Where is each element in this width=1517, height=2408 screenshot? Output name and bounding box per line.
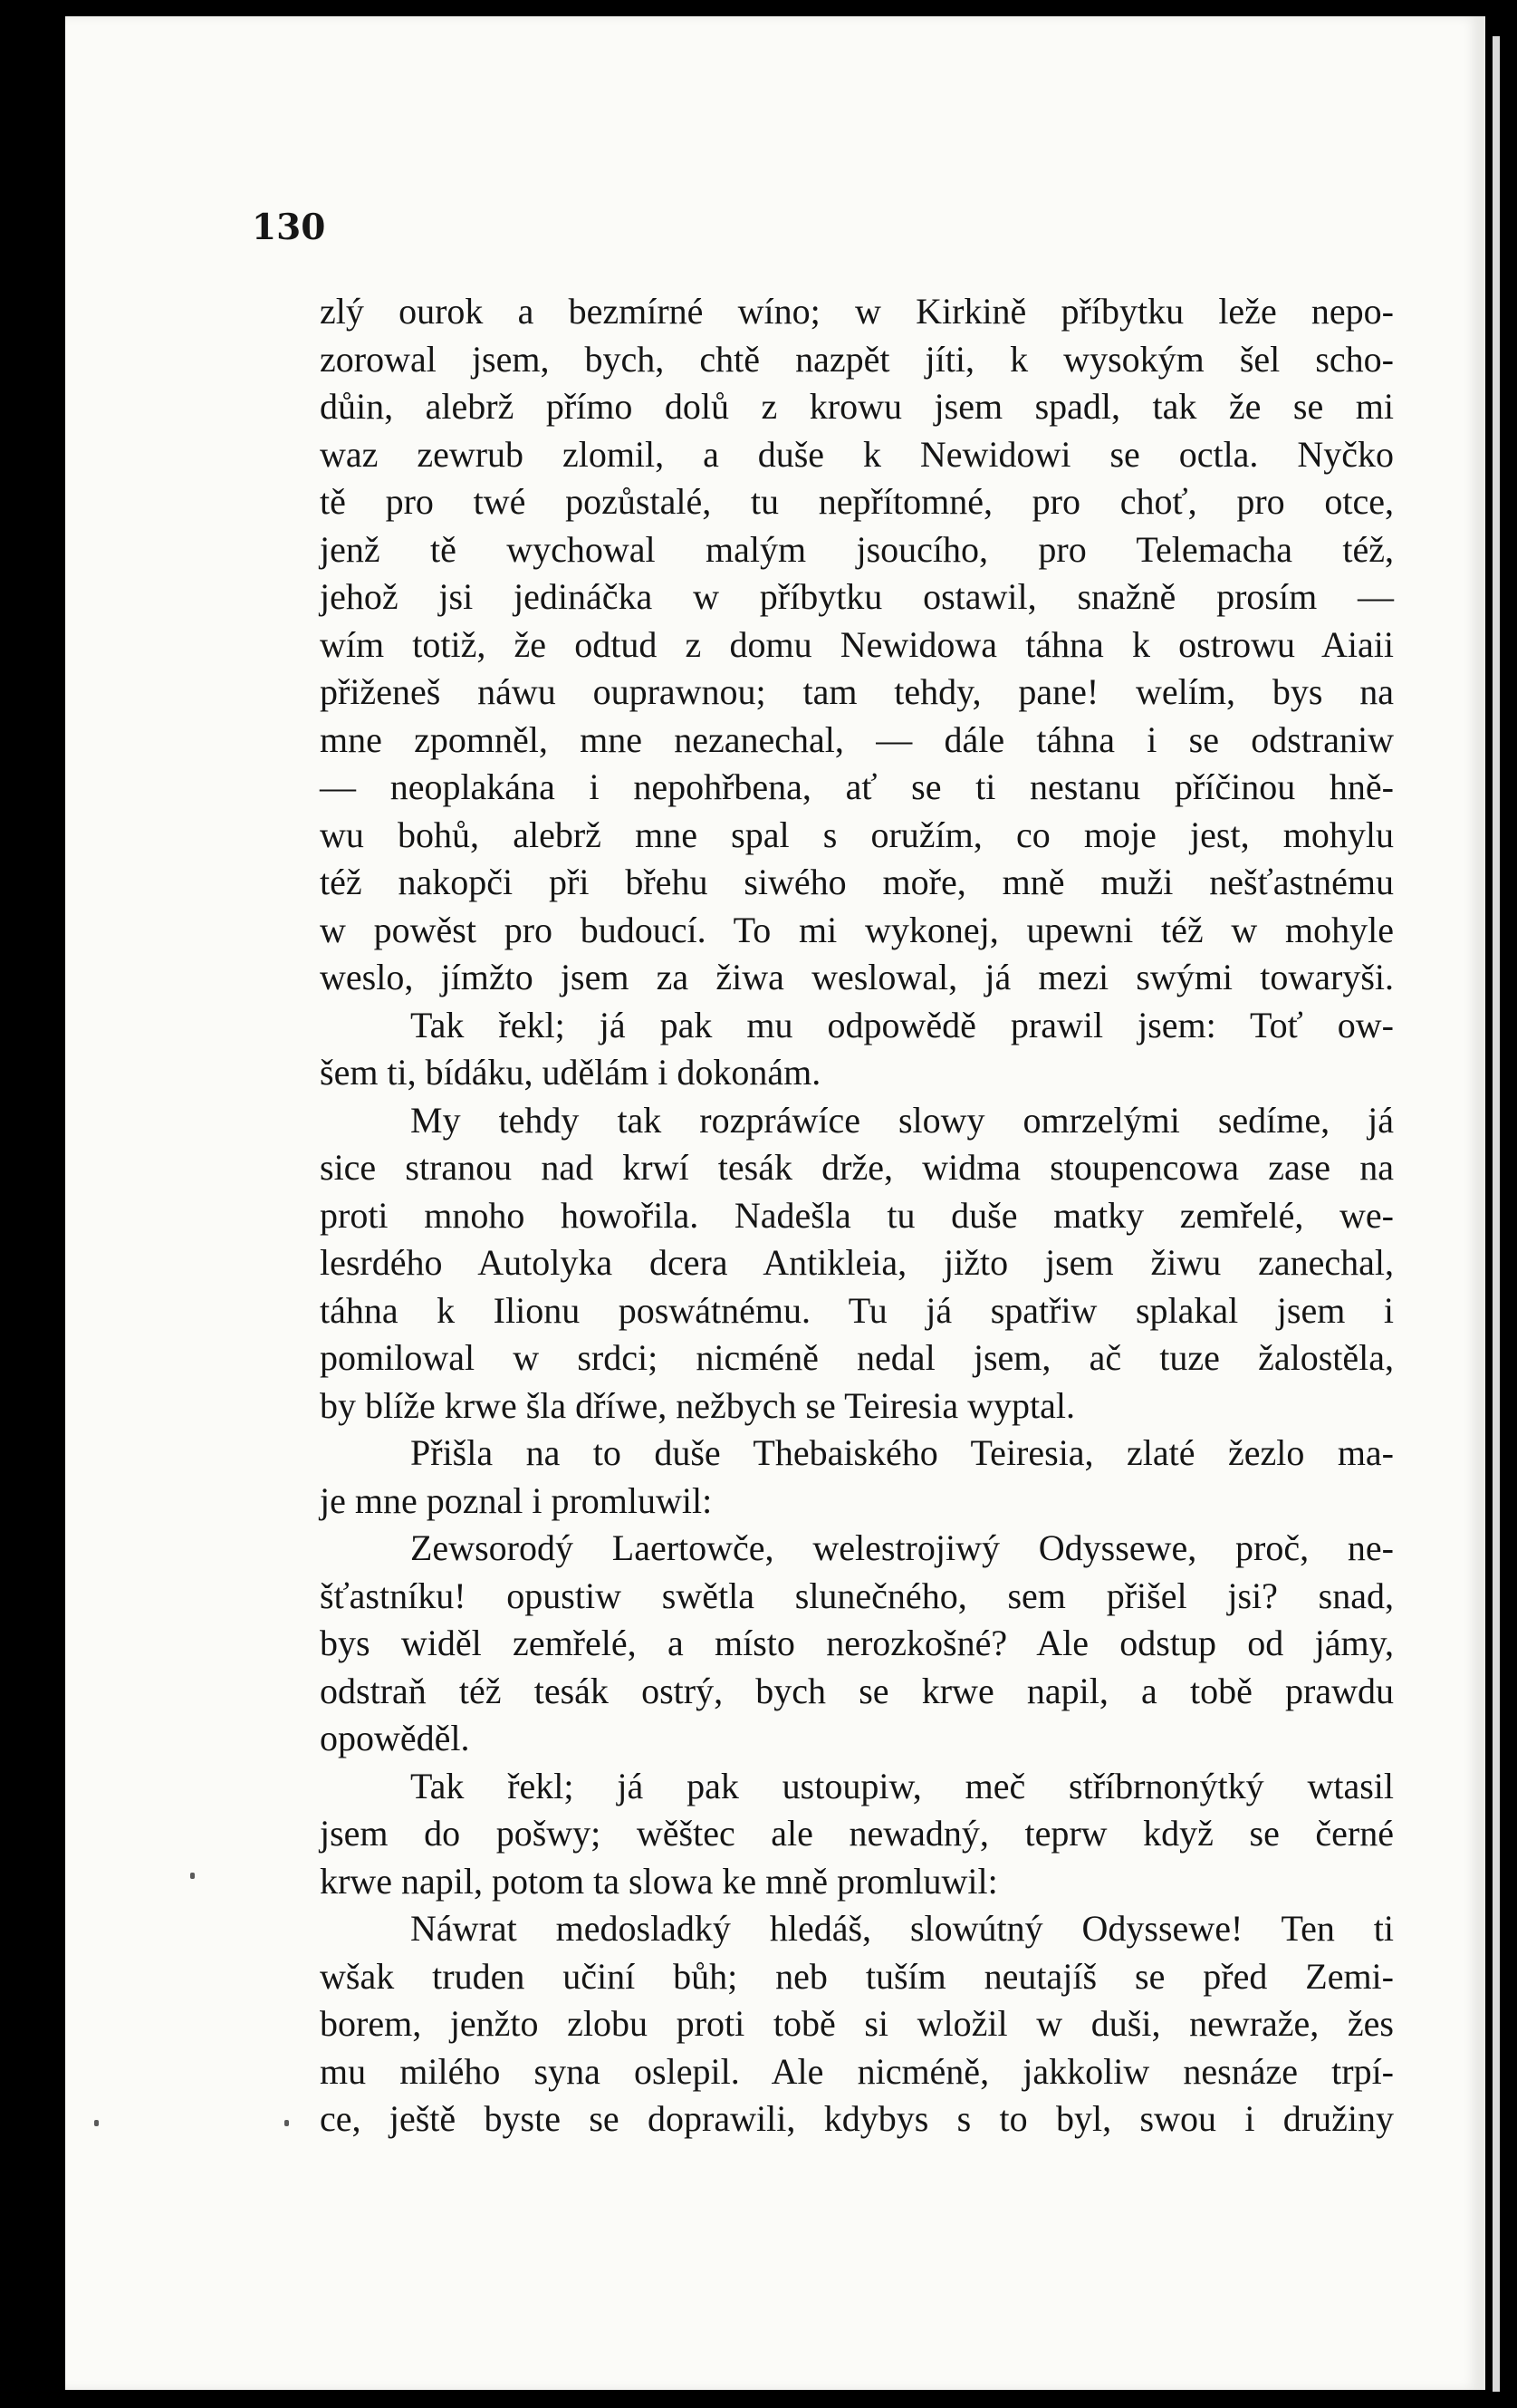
text-line: šem ti, bídáku, udělám i dokonám.: [320, 1052, 821, 1093]
text-line: je mne poznal i promluwil:: [320, 1479, 713, 1521]
text-line: by blíže krwe šla dříwe, nežbych se Teiresia wyptal.: [320, 1384, 1075, 1426]
text-line: jehož jsi jedináčka w příbytku ostawil, snažně prosím —: [320, 576, 1394, 617]
text-line: šťastníku! opustiw swětla slunečného, sem přišel jsi? snad,: [320, 1575, 1394, 1616]
text-line: — neoplakána i nepohřbena, ať se ti nestanu příčinou hně-: [320, 766, 1394, 807]
text-line: opowěděl.: [320, 1718, 470, 1758]
text-line: wšak truden učiní bůh; neb tuším neutajíš se před Zemi-: [320, 1955, 1394, 1997]
text-line: Náwrat medosladký hledáš, slowútný Odyssewe! Ten ti: [410, 1908, 1394, 1949]
body-text: [320, 288, 1394, 2143]
text-line: lesrdého Autolyka dcera Antikleia, jižto jsem žiwu zanechal,: [320, 1242, 1394, 1283]
text-line: wím totiž, že odtud z domu Newidowa táhna k ostrowu Aiaii: [320, 623, 1394, 665]
text-line: w powěst pro budoucí. To mi wykonej, upewni též w mohyle: [320, 909, 1394, 950]
text-line: zorowal jsem, bych, chtě nazpět jíti, k wysokým šel scho-: [320, 338, 1394, 380]
ink-speck: [284, 2120, 289, 2126]
text-line: odstraň též tesák ostrý, bych se krwe napil, a tobě prawdu: [320, 1670, 1394, 1711]
text-line: weslo, jímžto jsem za žiwa weslowal, já mezi swými towaryši.: [320, 957, 1394, 997]
text-line: táhna k Ilionu poswátnému. Tu já spatřiw splakal jsem i: [320, 1289, 1394, 1331]
text-line: důin, alebrž přímo dolů z krowu jsem spadl, tak že se mi: [320, 386, 1394, 427]
text-line: jsem do pošwy; wěštec ale newadný, teprw když se černé: [320, 1813, 1394, 1854]
text-line: krwe napil, potom ta slowa ke mně promluwil:: [320, 1860, 998, 1902]
text-line: též nakopči při břehu siwého moře, mně muži nešťastnému: [320, 862, 1394, 902]
page-number: 130: [252, 207, 326, 248]
text-line: My tehdy tak rozpráwíce slowy omrzelými sedíme, já: [410, 1099, 1394, 1141]
text-line: tě pro twé pozůstalé, tu nepřítomné, pro choť, pro otce,: [320, 481, 1394, 522]
text-line: proti mnoho howořila. Nadešla tu duše matky zemřelé, we-: [320, 1194, 1394, 1236]
text-line: bys widěl zemřelé, a místo nerozkošné? Ale odstup od jámy,: [320, 1623, 1394, 1663]
ink-speck: [190, 1873, 195, 1879]
text-line: přiženeš náwu ouprawnou; tam tehdy, pane! welím, bys na: [320, 671, 1394, 712]
page-edge-highlight: [1493, 36, 1500, 2392]
text-line: pomilowal w srdci; nicméně nedal jsem, ač tuze žalostěla,: [320, 1337, 1394, 1378]
text-line: jenž tě wychowal malým jsoucího, pro Telemacha též,: [320, 528, 1394, 570]
text-line: mu milého syna oslepil. Ale nicméně, jakkoliw nesnáze trpí-: [320, 2050, 1394, 2092]
text-line: sice stranou nad krwí tesák drže, widma stoupencowa zase na: [320, 1147, 1394, 1188]
text-line: Přišla na to duše Thebaiského Teiresia, zlaté žezlo ma-: [410, 1432, 1394, 1473]
ink-speck: [94, 2120, 99, 2126]
text-line: borem, jenžto zlobu proti tobě si wložil w duši, newraže, žes: [320, 2003, 1394, 2044]
text-line: mne zpomněl, mne nezanechal, — dále táhna i se odstraniw: [320, 718, 1394, 760]
text-line: Zewsorodý Laertowče, welestrojiwý Odyssewe, proč, ne-: [410, 1527, 1394, 1568]
text-line: waz zewrub zlomil, a duše k Newidowi se octla. Nyčko: [320, 433, 1394, 475]
text-line: Tak řekl; já pak ustoupiw, meč stříbrnonýtký wtasil: [410, 1765, 1394, 1806]
text-line: wu bohů, alebrž mne spal s oružím, co moje jest, mohylu: [320, 814, 1394, 855]
text-line: zlý ourok a bezmírné wíno; w Kirkině příbytku leže nepo-: [320, 291, 1394, 332]
text-line: Tak řekl; já pak mu odpowědě prawil jsem: Toť ow-: [410, 1004, 1394, 1045]
text-line: ce, ještě byste se doprawili, kdybys s to byl, swou i družiny: [320, 2098, 1394, 2139]
